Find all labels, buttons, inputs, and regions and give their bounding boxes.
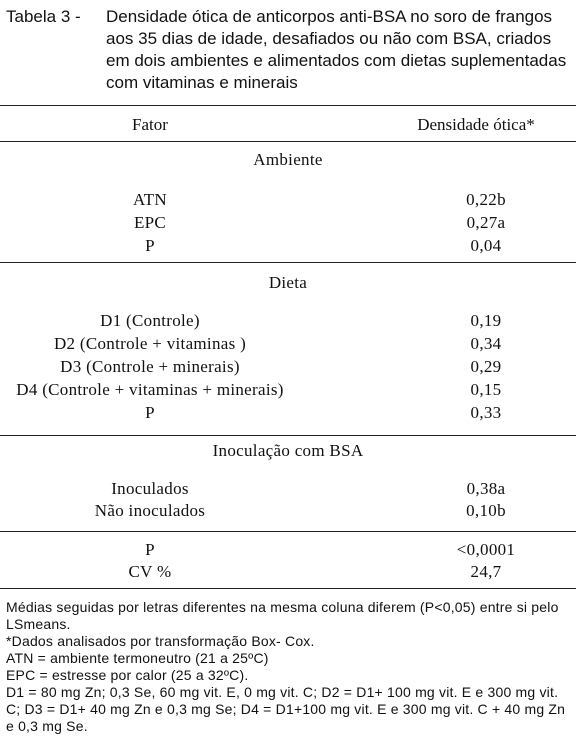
top-rule [0,105,576,106]
table-row [0,356,576,378]
header-factor: Fator [132,115,168,134]
table-row [0,500,576,522]
row-value: 0,04 [470,236,502,255]
row-factor: Inoculados [111,479,189,498]
row-value: 0,10b [466,501,506,520]
table-row [0,189,576,211]
row-value: <0,0001 [456,540,516,559]
table-row [0,561,576,583]
row-factor: P [145,403,155,422]
table-row [0,212,576,234]
row-value: 0,38a [466,479,506,498]
section-title: Inoculação com BSA [212,441,364,460]
row-factor: D1 (Controle) [100,311,200,330]
row-value: 0,19 [470,311,502,330]
row-factor: CV % [128,562,172,581]
table-footnotes [6,599,572,735]
section-title: Dieta [268,273,308,292]
table-row [0,235,576,257]
row-value: 0,34 [470,334,502,353]
row-value: 24,7 [470,562,502,581]
footnote: Médias seguidas por letras diferentes na mesma coluna diferem (P<0,05) entre si pelo LSmeans. [6,599,559,632]
row-value: 0,15 [470,380,502,399]
row-factor: D4 (Controle + vitaminas + minerais) [16,380,284,399]
table-row [0,310,576,332]
footnote: D1 = 80 mg Zn; 0,3 Se, 60 mg vit. E, 0 mg vit. C; D2 = D1+ 100 mg vit. E e 300 mg vit. C; D3 = D1+ 40 mg Zn e 0,3 mg Se; D4 = D1+100 mg vit. E e 300 mg vit. C + 40 mg Zn e 0,3 mg Se. [6,684,566,734]
footnote: ATN = ambiente termoneutro (21 a 25ºC) [6,650,269,666]
table-row [0,379,576,401]
bottom-rule [0,588,576,589]
table-title: Densidade ótica de anticorpos anti-BSA no soro de frangos aos 35 dias de idade, desafiados ou não com BSA, criados em dois ambientes e alimentados com dietas suplementadas com vitaminas e minerais [106,7,567,92]
table-row [0,478,576,500]
row-value: 0,29 [470,357,502,376]
row-factor: ATN [133,190,167,209]
row-factor: D2 (Controle + vitaminas ) [53,334,247,353]
section-rule [0,531,576,532]
footnote: EPC = estresse por calor (25 a 32ºC). [6,667,249,683]
section-title: Ambiente [253,150,323,169]
row-factor: Não inoculados [94,501,206,520]
section-rule [0,262,576,263]
row-factor: D3 (Controle + minerais) [60,357,240,376]
table-header [0,114,576,136]
table-label: Tabela 3 - [6,7,81,26]
row-factor: P [145,236,155,255]
row-value: 0,22b [466,190,506,209]
table-row [0,402,576,424]
header-rule [0,141,576,142]
row-value: 0,33 [470,403,502,422]
header-optical-density: Densidade ótica* [417,115,535,134]
table-row [0,333,576,355]
table-row [0,539,576,561]
row-factor: EPC [133,213,167,232]
row-value: 0,27a [466,213,506,232]
section-rule [0,435,576,436]
table-caption [6,6,572,94]
footnote: *Dados analisados por transformação Box- Cox. [6,633,315,649]
row-factor: P [145,540,155,559]
